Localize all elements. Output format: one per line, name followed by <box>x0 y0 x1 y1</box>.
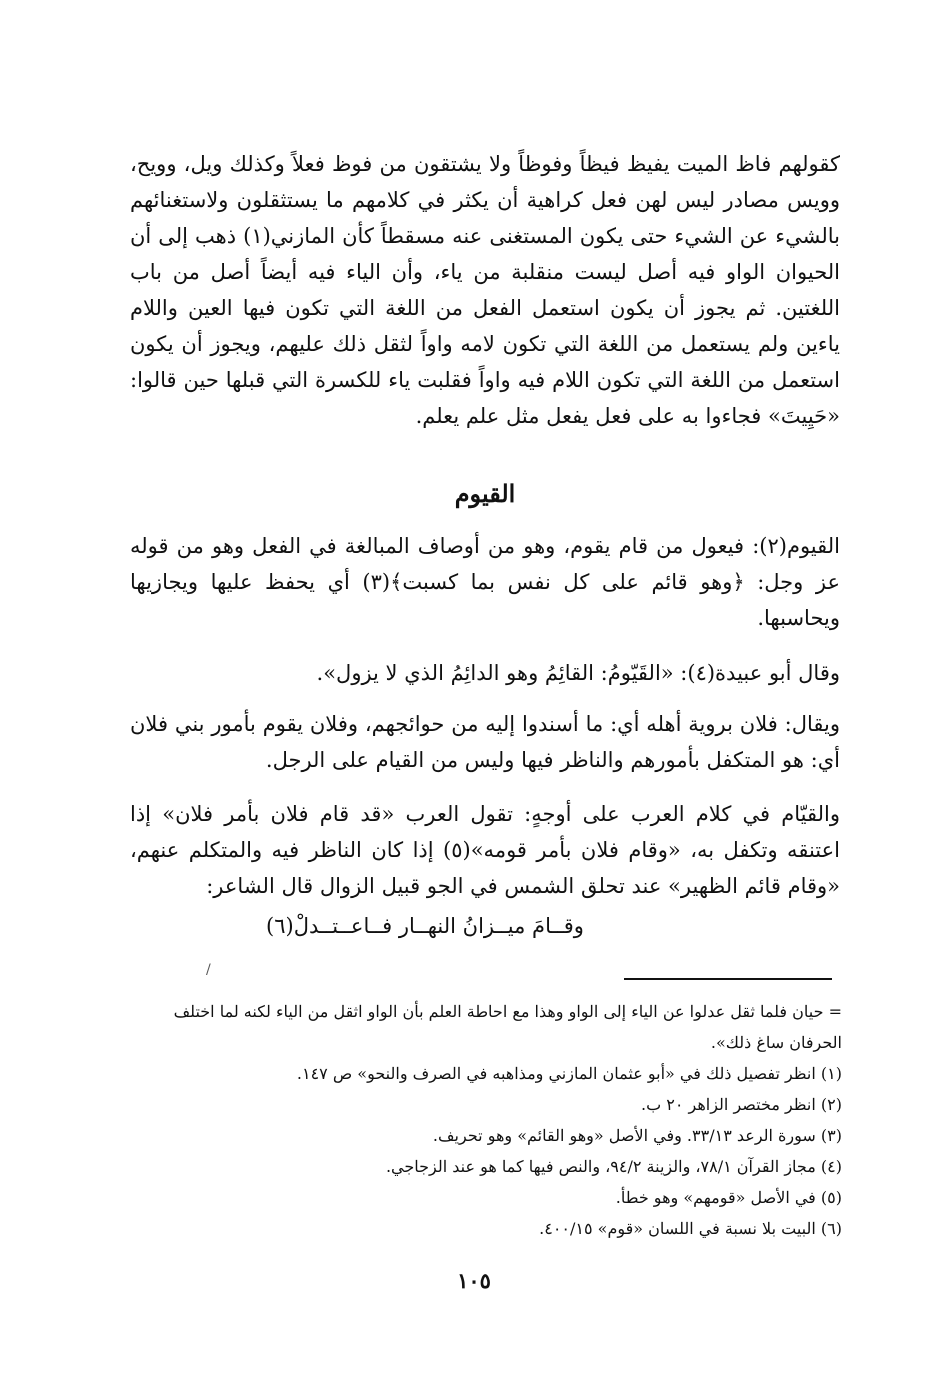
poetry-verse: وقــامَ ميــزانُ النهــار فــاعــتــدلْ(٦) <box>266 914 584 938</box>
section-heading-qayyum: القيوم <box>454 479 516 508</box>
footnote-1: (١) انظر تفصيل ذلك في «أبو عثمان المازني ومذاهبه في الصرف والنحو» ص ١٤٧. <box>296 1064 842 1083</box>
paragraph-abu-ubayda: وقال أبو عبيدة(٤): «القَيّومُ: القائِمُ وهو الدائِمُ الذي لا يزول». <box>316 661 840 685</box>
footnote-4: (٤) مجاز القرآن ٧٨/١، والزينة ٩٤/٢، والنص فيها كما هو عند الزجاجي. <box>385 1157 842 1176</box>
footnote-6: (٦) البيت بلا نسبة في اللسان «قوم» ٤٠٠/١٥. <box>539 1219 842 1238</box>
paragraph-yuqal: ويقال: فلان بروية أهله أي: ما أسندوا إليه من حوائجهم، وفلان يقوم بأمور بني فلان أي: هو المتكفل بأمورهم والناظر فيها وليس من القيام على الرجل. <box>130 712 840 772</box>
paragraph-qiyam: والقيّام في كلام العرب على أوجهٍ: تقول العرب «قد قام فلان بأمر فلان» إذا اعتنقه وتكفل به، «وقام فلان بأمر قومه»(٥) إذا كان الناظر فيه والمتكلم عنهم، «وقام قائم الظهير» عند تحلق الشمس في الجو قبيل الزوال قال الشاعر: <box>130 802 840 898</box>
paragraph-hayawan: كقولهم فاظ الميت يفيظ فيظاً وفوظاً ولا يشتقون من فوظ فعلاً وكذلك ويل، وويح، وويس مصادر ليس لهن فعل كراهية أن يكثر في كلامهم ما يستثقلون ولاستغنائهم بالشيء عن الشيء حتى يكون المستغنى عنه مسقطاً كأن المازني(١) ذهب إلى أن الحيوان الواو فيه أصل ليست منقلبة من ياء، وأن الياء فيه أيضاً أصل من باب اللغتين. ثم يجوز أن يكون استعمل الفعل من اللغة التي تكون فيها العين واللام ياءين ولم يستعمل من اللغة التي تكون لامه واواً لثقل ذلك عليهم، ويجوز أن يكون استعمل من اللغة التي تكون اللام فيه واواً فقلبت ياء للكسرة التي قبلها حين قالوا: «حَيِيتَ» فجاءوا به على فعل يفعل مثل علم يعلم. <box>130 152 840 428</box>
footnotes-list <box>130 996 842 1244</box>
paragraph-qayyum-definition: القيوم(٢): فيعول من قام يقوم، وهو من أوصاف المبالغة في الفعل وهو من قوله عز وجل: ﴿وهو قائم على كل نفس بما كسبت﴾(٣) أي يحفظ عليها ويجازيها ويحاسبها. <box>130 534 840 630</box>
footnote-divider <box>624 978 832 980</box>
page-number: ١٠٥ <box>457 1268 491 1293</box>
footnote-3: (٣) سورة الرعد ٣٣/١٣. وفي الأصل «وهو القائم» وهو تحريف. <box>432 1126 842 1145</box>
stray-pen-mark: / <box>206 962 211 978</box>
footnote-5: (٥) في الأصل «قومهم» وهو خطأ. <box>615 1188 842 1207</box>
footnote-2: (٢) انظر مختصر الزاهر ٢٠ ب. <box>641 1095 842 1114</box>
footnote-continuation: = حيان فلما ثقل عدلوا عن الياء إلى الواو وهذا مع احاطة العلم بأن الواو اثقل من الياء لكنه لما اختلف الحرفان ساغ ذلك». <box>173 1002 842 1052</box>
